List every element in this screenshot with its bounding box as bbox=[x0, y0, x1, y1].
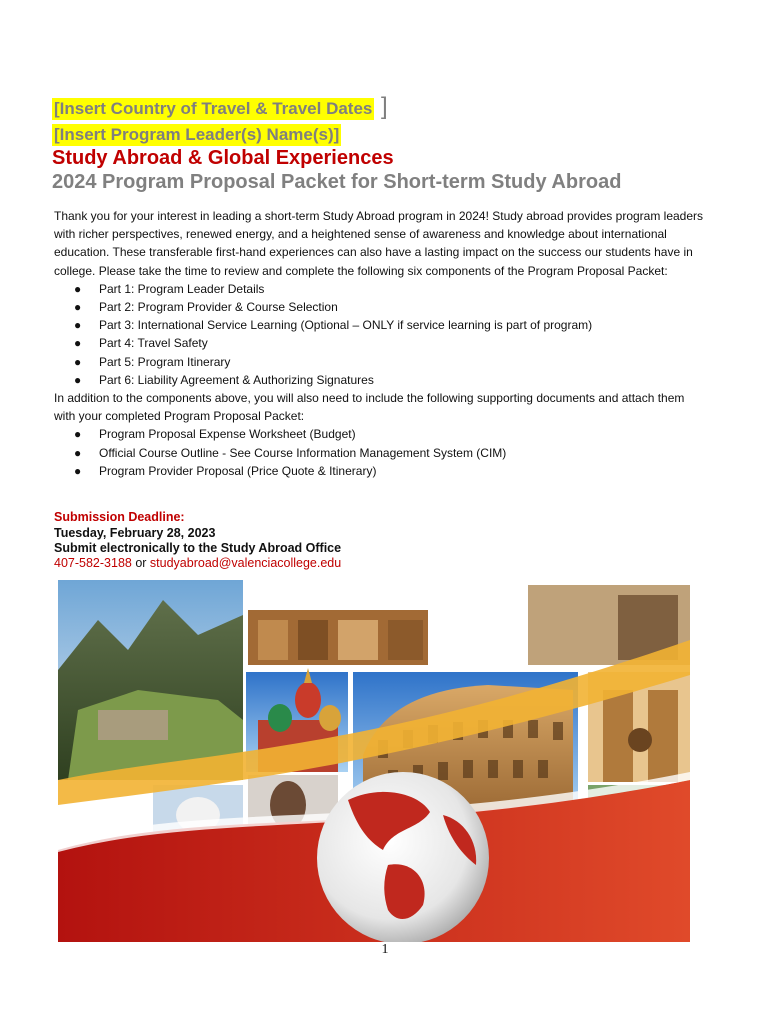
travel-collage-image bbox=[58, 580, 690, 942]
list-item: ● Program Provider Proposal (Price Quote & Itinerary) bbox=[54, 462, 704, 480]
list-item: ● Part 2: Program Provider & Course Selection bbox=[54, 298, 704, 316]
country-dates-placeholder: [Insert Country of Travel & Travel Dates bbox=[54, 99, 373, 118]
bullet-icon: ● bbox=[74, 372, 82, 387]
bullet-icon: ● bbox=[74, 427, 82, 442]
intro-paragraph: Thank you for your interest in leading a short-term Study Abroad program in 2024! Study abroad provides program leaders with richer perspectives, renewed energy, and a heightened sense of awareness and knowledge about international education. These transferable first-hand experiences can also have a lasting impact on the success our students have in college. Please take the time to review and complete the following six components of the Program Proposal Packet: bbox=[54, 209, 704, 278]
components-list bbox=[54, 280, 704, 389]
contact-separator: or bbox=[131, 556, 150, 570]
program-leader-placeholder: [Insert Program Leader(s) Name(s)] bbox=[54, 125, 340, 144]
list-item: ● Official Course Outline - See Course Information Management System (CIM) bbox=[54, 444, 704, 462]
country-dates-closing-bracket: ] bbox=[381, 93, 388, 120]
list-item: ● Part 4: Travel Safety bbox=[54, 334, 704, 352]
list-item: ● Part 6: Liability Agreement & Authorizing Signatures bbox=[54, 371, 704, 389]
page-title: Study Abroad & Global Experiences bbox=[52, 147, 394, 169]
email-link[interactable]: studyabroad@valenciacollege.edu bbox=[149, 556, 342, 570]
list-item: ● Part 5: Program Itinerary bbox=[54, 353, 704, 371]
submission-date: Tuesday, February 28, 2023 bbox=[54, 525, 216, 540]
supporting-docs-list bbox=[54, 425, 704, 480]
bullet-icon: ● bbox=[74, 463, 82, 478]
bullet-icon: ● bbox=[74, 300, 82, 315]
supporting-docs-paragraph: In addition to the components above, you will also need to include the following supporting documents and attach them with your completed Program Proposal Packet: bbox=[54, 391, 685, 424]
bullet-icon: ● bbox=[74, 354, 82, 369]
submission-deadline-label: Submission Deadline: bbox=[54, 510, 185, 524]
submission-block bbox=[54, 510, 341, 557]
bullet-icon: ● bbox=[74, 445, 82, 460]
phone-link[interactable]: 407-582-3188 bbox=[54, 556, 132, 570]
page-number: 1 bbox=[381, 942, 389, 957]
document-body bbox=[54, 207, 704, 480]
contact-line bbox=[54, 556, 341, 571]
list-item: ● Part 3: International Service Learning (Optional – ONLY if service learning is part of program) bbox=[54, 316, 704, 334]
bullet-icon: ● bbox=[74, 318, 82, 333]
submission-instruction: Submit electronically to the Study Abroad Office bbox=[54, 541, 342, 555]
bullet-icon: ● bbox=[74, 281, 82, 296]
list-item: ● Program Proposal Expense Worksheet (Budget) bbox=[54, 425, 704, 443]
page-subtitle: 2024 Program Proposal Packet for Short-term Study Abroad bbox=[52, 171, 622, 193]
bullet-icon: ● bbox=[74, 336, 82, 351]
list-item: ● Part 1: Program Leader Details bbox=[54, 280, 704, 298]
